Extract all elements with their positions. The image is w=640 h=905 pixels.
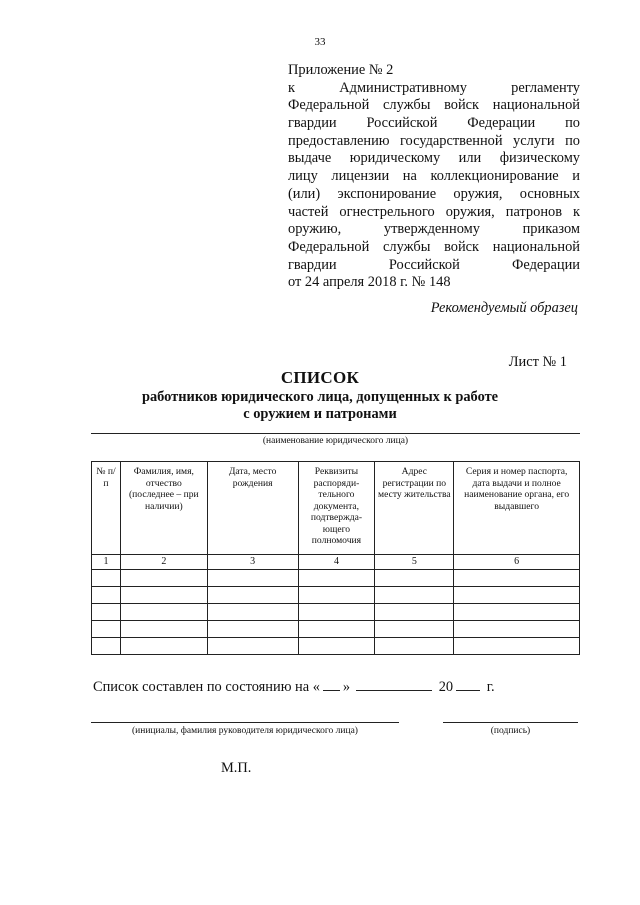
table-cell xyxy=(207,621,298,638)
appendix-line: предоставлению государственной услуги по xyxy=(288,132,580,149)
appendix-order-date: от 24 апреля 2018 г. № 148 xyxy=(288,274,451,291)
year-prefix: 20 xyxy=(438,679,454,695)
recommended-sample-label: Рекомендуемый образец xyxy=(430,300,578,316)
table-cell xyxy=(375,604,454,621)
table-row xyxy=(92,604,580,621)
signature-caption: (подпись) xyxy=(490,726,531,736)
table-cell xyxy=(375,587,454,604)
header-cell: Серия и номер паспорта, дата выдачи и полное наименование органа, его выдавшего xyxy=(454,462,580,555)
compiled-date-line xyxy=(93,676,495,696)
table-cell xyxy=(298,604,375,621)
day-blank xyxy=(323,676,340,691)
table-row xyxy=(92,587,580,604)
appendix-line: Федеральной службы войск национальной xyxy=(288,97,580,114)
header-cell: Дата, место рождения xyxy=(207,462,298,555)
appendix-header xyxy=(288,62,580,292)
header-cell: № п/п xyxy=(92,462,121,555)
table-cell xyxy=(375,570,454,587)
table-header-row xyxy=(92,462,580,555)
year-blank xyxy=(456,676,480,691)
sheet-number: Лист № 1 xyxy=(508,354,567,370)
table-cell xyxy=(454,604,580,621)
stamp-place-label: М.П. xyxy=(221,760,252,776)
table-cell xyxy=(298,638,375,655)
column-number: 1 xyxy=(92,555,121,570)
table-cell xyxy=(375,621,454,638)
table-cell xyxy=(298,587,375,604)
table-cell xyxy=(454,621,580,638)
header-cell: Адрес регистрации по месту жительства xyxy=(375,462,454,555)
org-name-line xyxy=(91,433,580,434)
year-suffix: г. xyxy=(486,679,495,695)
table-cell xyxy=(92,621,121,638)
appendix-line: гвардии Российской Федерации по xyxy=(288,115,580,132)
appendix-line: оружию, утвержденному приказом xyxy=(288,221,580,238)
quote-close: » xyxy=(342,679,351,695)
appendix-line: гвардии Российской Федерации xyxy=(288,256,580,273)
appendix-line: к Административному регламенту xyxy=(288,79,580,96)
table-row xyxy=(92,570,580,587)
table-cell xyxy=(92,570,121,587)
header-cell: Фамилия, имя, отчество (последнее – при наличии) xyxy=(120,462,207,555)
column-number: 4 xyxy=(298,555,375,570)
header-cell: Реквизиты распоряди-тельного документа, подтвержда-ющего полномочия xyxy=(298,462,375,555)
table-row xyxy=(92,638,580,655)
head-name-caption: (инициалы, фамилия руководителя юридического лица) xyxy=(132,726,358,736)
appendix-line: (или) экспонирование оружия, основных xyxy=(288,185,580,202)
table-cell xyxy=(454,570,580,587)
compiled-prefix: Список составлен по состоянию на « xyxy=(93,679,320,695)
document-subtitle xyxy=(0,389,640,423)
appendix-line: Федеральной службы войск национальной xyxy=(288,238,580,255)
table-cell xyxy=(92,604,121,621)
table-cell xyxy=(298,621,375,638)
column-number: 2 xyxy=(120,555,207,570)
document-title: СПИСОК xyxy=(280,368,360,387)
table-cell xyxy=(207,570,298,587)
employees-table xyxy=(91,461,580,655)
appendix-heading: Приложение № 2 xyxy=(288,62,394,78)
table-cell xyxy=(207,587,298,604)
table-cell xyxy=(120,604,207,621)
month-blank xyxy=(356,676,432,691)
signature-line xyxy=(443,722,578,723)
subtitle-line: с оружием и патронами xyxy=(243,406,397,422)
table-cell xyxy=(120,570,207,587)
table-cell xyxy=(120,638,207,655)
head-name-line xyxy=(91,722,399,723)
column-number: 3 xyxy=(207,555,298,570)
table-cell xyxy=(375,638,454,655)
org-name-caption: (наименование юридического лица) xyxy=(262,436,409,446)
table-cell xyxy=(207,604,298,621)
column-number: 5 xyxy=(375,555,454,570)
table-cell xyxy=(298,570,375,587)
table-cell xyxy=(454,587,580,604)
table-cell xyxy=(92,638,121,655)
table-cell xyxy=(120,587,207,604)
appendix-line: лицу лицензии на коллекционирование и xyxy=(288,168,580,185)
subtitle-line: работников юридического лица, допущенных к работе xyxy=(141,389,499,405)
table-row xyxy=(92,621,580,638)
table-cell xyxy=(454,638,580,655)
appendix-line: частей огнестрельного оружия, патронов к xyxy=(288,203,580,220)
column-number-row xyxy=(92,555,580,570)
table-cell xyxy=(92,587,121,604)
page-number: 33 xyxy=(314,36,326,48)
table-cell xyxy=(120,621,207,638)
appendix-line: выдаче юридическому или физическому xyxy=(288,150,580,167)
column-number: 6 xyxy=(454,555,580,570)
table-cell xyxy=(207,638,298,655)
